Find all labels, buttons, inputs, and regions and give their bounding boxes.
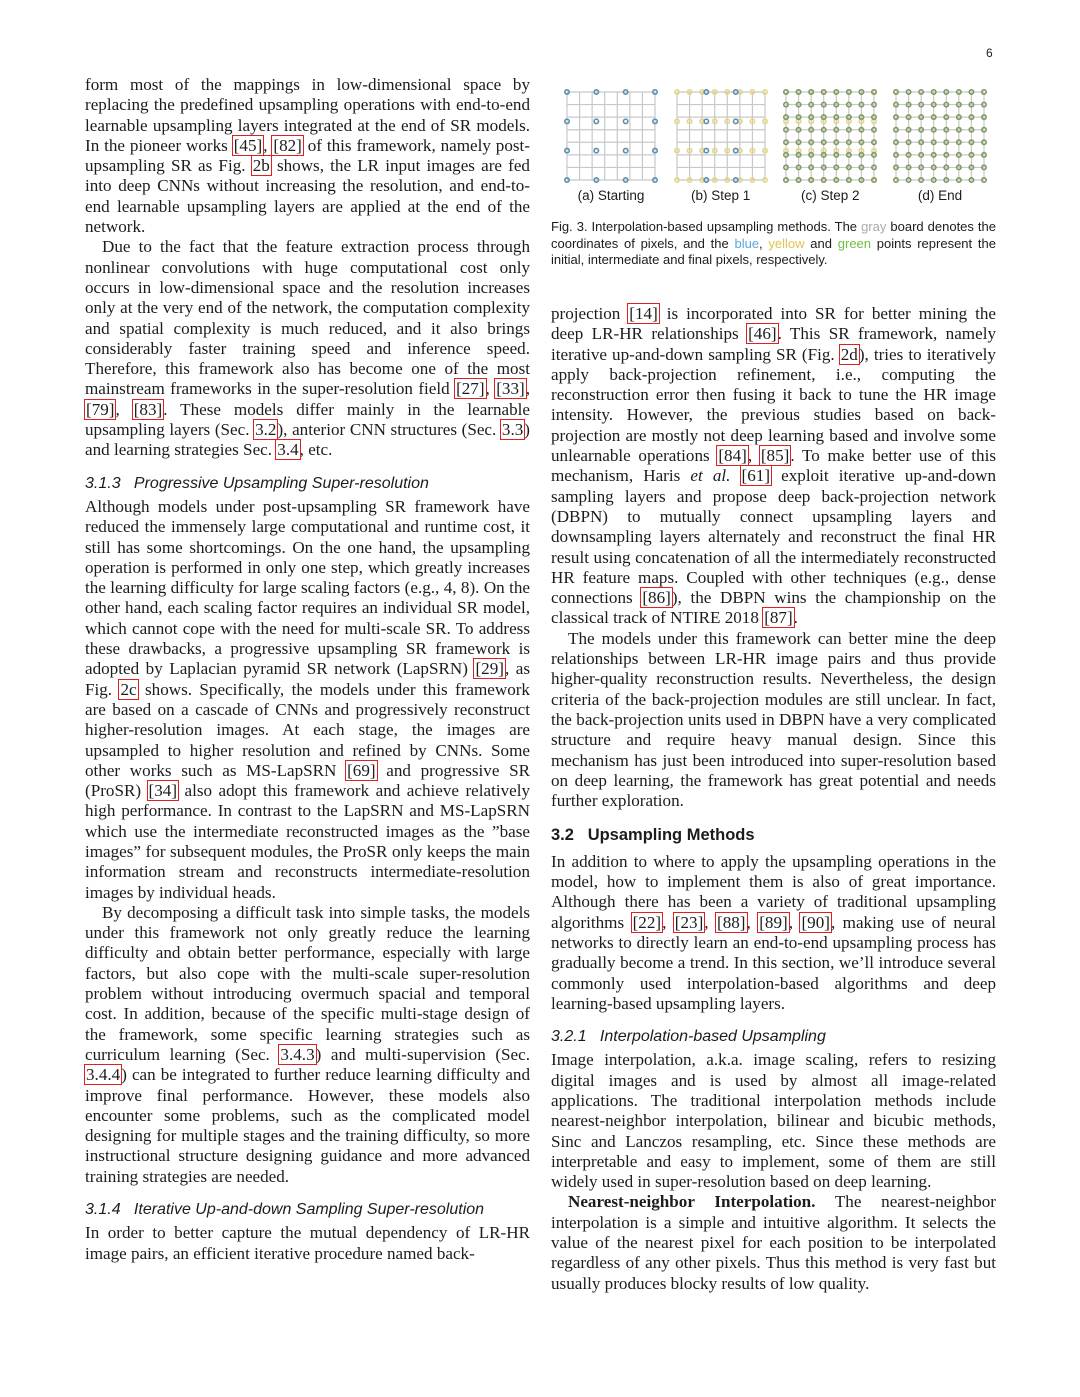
italic-text: et al. [690, 466, 731, 486]
text-run: , as Fig. [85, 659, 530, 699]
citation-link[interactable]: [89] [759, 912, 788, 932]
paragraph [551, 1050, 996, 1192]
pixel-grid [782, 88, 878, 184]
text-run: and progressive SR (ProSR) [85, 760, 530, 801]
citation-link[interactable]: 3.2 [255, 420, 277, 440]
text-run: ), the DBPN wins the championship on the classical track of NTIRE 2018 [551, 588, 997, 628]
figure-3 [551, 88, 996, 269]
section-heading: 3.2.1 Interpolation-based Upsampling [551, 1028, 826, 1046]
figure-panel [671, 88, 771, 203]
left-column [85, 75, 530, 1264]
citation-link[interactable]: [14] [629, 304, 658, 323]
paragraph [551, 304, 996, 629]
figure-caption [551, 219, 996, 269]
text-run: , [747, 446, 760, 466]
citation-link[interactable]: [79] [86, 399, 115, 419]
citation-link[interactable]: [34] [148, 781, 178, 801]
text-run: By decomposing a difficult task into simple tasks, the models under this framework not only greatly reduce the learning difficulty and obtain better performance, especially with large factors, but also cope with the multi-scale super-resolution problem without introducing overmuch spacial and temporal cost. In addition, because of the specific multi-stage design of the framework, some specific learning strategies such as curriculum learning (Sec. [85, 902, 530, 1064]
initial-pixel-point [733, 119, 737, 123]
text-run: ) and multi-supervision (Sec. [315, 1044, 530, 1064]
initial-pixel-point [623, 119, 627, 123]
figure-panels [551, 88, 996, 203]
paragraph-lead: Nearest-neighbor Interpolation. [568, 1192, 816, 1212]
text-run: . This SR framework, namely iterative up-and-down sampling SR (Fig. [551, 324, 996, 364]
citation-link[interactable]: [69] [347, 760, 376, 780]
citation-link[interactable]: 3.4.4 [86, 1065, 121, 1085]
citation-link[interactable]: [23] [674, 912, 704, 932]
citation-link[interactable]: [33] [496, 379, 525, 399]
text-run: shows. Specifically, the models under this framework are based on a cascade of CNNs and progressively reconstruct higher-resolution images. At each stage, the images are upsampled to higher resolution and refined by CNNs. Some other works such as MS-LapSRN [85, 679, 530, 780]
text-run: , [704, 912, 717, 932]
citation-link[interactable]: [29] [475, 659, 504, 679]
pixel-grid [563, 88, 659, 184]
citation-link[interactable]: [86] [642, 588, 671, 608]
text-run: projection [551, 304, 629, 323]
citation-link[interactable]: [88] [717, 912, 746, 932]
text-run: ), anterior CNN structures (Sec. [277, 420, 501, 440]
section-heading: 3.1.3 Progressive Upsampling Super-resolution [85, 474, 429, 492]
text-run: ) can be integrated to further reduce learning difficulty and improve final performance. However, these models also encounter some problems, such as the complicated model designing for multiple stages and the training difficulty, so more instructional structure designing guidance and more advanced training strategies are needed. [85, 1065, 530, 1186]
panel-label: (b) Step 1 [691, 188, 751, 203]
citation-link[interactable]: [85] [760, 446, 790, 466]
caption-text: , [759, 235, 769, 251]
section-heading: 3.1.4 Iterative Up-and-down Sampling Super-resolution [85, 1201, 485, 1219]
text-run: , etc. [299, 440, 333, 460]
initial-pixel-point [594, 148, 598, 152]
page-number: 6 [986, 46, 993, 60]
caption-text: board denotes the coordinates of pixels, and the [551, 219, 997, 251]
text-run: . [793, 608, 798, 628]
figure-panel [890, 88, 990, 203]
paragraph [85, 237, 530, 460]
initial-pixel-point [704, 148, 708, 152]
text-run: , [662, 912, 674, 932]
text-run: . To make better use of this mechanism, Haris [551, 446, 996, 486]
text-run: . These models differ mainly in the learnable upsampling layers (Sec. [85, 399, 530, 440]
text-run: In addition to where to apply the upsampling operations in the model, how to implement them is also of great importance. Although there has been a variety of traditional upsampling algorithms [551, 851, 996, 932]
panel-label: (d) End [917, 188, 963, 203]
citation-link[interactable]: 2d [840, 344, 858, 364]
initial-pixel-point [704, 119, 708, 123]
caption-green-word: green [837, 235, 872, 251]
text-run: The nearest-neighbor interpolation is a simple and intuitive algorithm. It selects the value of the nearest pixel for each position to be interpolated regardless of any other pixels. Thus this method is very fast but usually produces blocky results of low quality. [551, 1192, 997, 1293]
text-run: is incorporated into SR for better mining the deep LR-HR relationships [551, 304, 996, 344]
caption-gray-word: gray [861, 219, 887, 234]
citation-link[interactable]: 2b [252, 156, 270, 176]
citation-link[interactable]: 3.4 [277, 440, 299, 460]
caption-yellow-word: yellow [768, 235, 805, 251]
citation-link[interactable]: [90] [801, 912, 830, 932]
paragraph [551, 1192, 996, 1293]
text-run: , [525, 379, 530, 399]
text-run: , [115, 399, 133, 419]
caption-text: Fig. 3. Interpolation-based upsampling methods. The [551, 219, 862, 234]
text-run: ), tries to iteratively apply back-projection refinement, i.e., computing the reconstruction error then fusing it back to tune the HR image intensity. However, the previous studies based on back-projection are mostly not deep learning based and involve some unlearnable operations [551, 344, 996, 466]
citation-link[interactable]: [22] [632, 912, 662, 932]
paragraph [551, 852, 996, 1014]
paragraph [85, 1223, 530, 1264]
text-run: also adopt this framework and achieve relatively high performance. In contrast to the LapSRN and MS-LapSRN which use the intermediate reconstructed images as the ”base images” for subsequent modules, the ProSR only keeps the main information stream and reconstructs intermediate-resolution images by individual heads. [85, 781, 531, 902]
pixel-grid [892, 88, 988, 184]
citation-link[interactable]: [87] [764, 608, 793, 628]
panel-label: (a) Starting [577, 188, 645, 203]
text-run: In order to better capture the mutual dependency of LR-HR image pairs, an efficient iterative procedure named back- [85, 1223, 530, 1263]
citation-link[interactable]: 3.3 [501, 420, 524, 440]
pixel-grid [673, 88, 769, 184]
paragraph [85, 75, 530, 237]
caption-text: points represent the initial, intermediate and final pixels, respectively. [551, 235, 996, 267]
citation-link[interactable]: [45] [233, 135, 263, 155]
citation-link[interactable]: [46] [748, 324, 777, 344]
initial-pixel-point [623, 148, 627, 152]
text-run: , [788, 912, 801, 932]
citation-link[interactable]: 2c [120, 679, 137, 699]
text-run: Although models under post-upsampling SR framework have reduced the immensely large computational and runtime cost, it still has some shortcomings. On the one hand, the upsampling operation is performed in only one step, which greatly increases the learning difficulty for large scaling factors (e.g., 4, 8). On the other hand, each scaling factor requires an individual SR model, which cannot cope with the need for multi-scale SR. To address these drawbacks, a progressive upsampling SR framework is adopted by Laplacian pyramid SR network (LapSRN) [85, 496, 530, 679]
citation-link[interactable]: [27] [456, 379, 485, 399]
paragraph [551, 629, 996, 812]
paragraph [85, 497, 530, 903]
caption-text: and [804, 235, 838, 251]
text-run: , [263, 135, 273, 155]
citation-link[interactable]: [61] [741, 466, 771, 486]
text-run: Due to the fact that the feature extraction process through nonlinear convolutions with huge computational cost only occurs in low-dimensional space and the resolution increases only at the very end of the network, the computation complexity and spatial complexity is much reduced, and it also brings considerably faster training speed and inference speed. Therefore, this framework also has become one of the most mainstream frameworks in the super-resolution field [85, 237, 530, 399]
text-run: of this framework, namely post-upsampling SR as Fig. [85, 135, 530, 176]
text-run: exploit iterative up-and-down sampling layers and propose deep back-projection network (DBPN) to mutually connect upsampling layers and downsampling layers alternately and reconstruct the final HR result using concatenation of all the intermediately reconstructed HR feature maps. Coupled with other techniques (e.g., dense connections [551, 466, 996, 608]
caption-blue-word: blue [734, 235, 760, 251]
panel-label: (c) Step 2 [801, 188, 860, 203]
text-run: shows, the LR input images are fed into deep CNNs without increasing the resolution, and end-to-end learnable upsampling layers are applied at the end of the network. [85, 156, 530, 237]
citation-link[interactable]: 3.4.3 [280, 1044, 315, 1064]
initial-pixel-point [594, 119, 598, 123]
text-run: form most of the mappings in low-dimensional space by replacing the predefined upsampling operations with end-to-end learnable upsampling layers integrated at the end of SR models. In the pioneer works [85, 75, 530, 155]
text-run: Image interpolation, a.k.a. image scaling, refers to resizing digital images and is used by almost all image-related applications. The traditional interpolation methods include nearest-neighbor interpolation, bilinear and bicubic methods, Sinc and Lanczos resampling, etc. Since these methods are interpretable and easy to implement, some of them are still widely used in super-resolution based on deep learning. [551, 1050, 996, 1192]
section-heading: 3.2 Upsampling Methods [551, 826, 755, 845]
text-run [730, 466, 740, 485]
figure-panel [780, 88, 880, 203]
text-run: , [746, 912, 759, 932]
figure-panel [561, 88, 661, 203]
text-run: ) and learning strategies Sec. [85, 420, 530, 460]
text-run: , making use of neural networks to directly learn an end-to-end upsampling process has gradually become a trend. In this section, we’ll introduce several commonly used interpolation-based algorithms and deep learning-based upsampling layers. [551, 912, 997, 1013]
citation-link[interactable]: [82] [273, 135, 302, 155]
citation-link[interactable]: [83] [133, 399, 163, 419]
right-column [551, 304, 996, 1294]
text-run: , [485, 379, 496, 399]
text-run: The models under this framework can better mine the deep relationships between LR-HR image pairs and thus provide higher-quality reconstruction results. Nevertheless, the design criteria of the back-projection modules are still unclear. In fact, the back-projection units used in DBPN have a very complicated structure and require heavy manual design. Since this mechanism has just been introduced into super-resolution based on deep learning, the framework has great potential and needs further exploration. [551, 628, 996, 811]
citation-link[interactable]: [84] [718, 446, 747, 466]
paragraph [85, 903, 530, 1187]
initial-pixel-point [733, 148, 737, 152]
